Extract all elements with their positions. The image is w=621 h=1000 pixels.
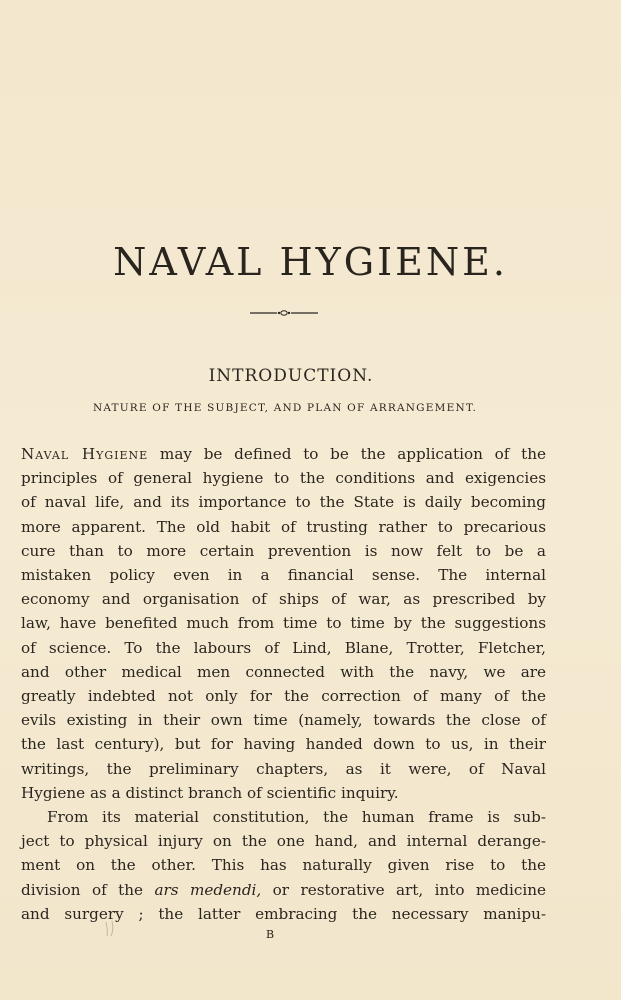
text-line: greatly indebted not only for the correction of many of the bbox=[21, 687, 546, 706]
text-line: and other medical men connected with the navy, we are bbox=[21, 662, 546, 681]
text-line: and surgery ; the latter embracing the necessary manipu- bbox=[21, 904, 546, 923]
line-post: or restorative art, into medicine bbox=[272, 880, 546, 899]
text-line: Hygiene as a distinct branch of scientific inquiry. bbox=[21, 783, 399, 802]
text-line: ject to physical injury on the one hand, and internal derange- bbox=[21, 832, 546, 851]
text-line: principles of general hygiene to the conditions and exigencies bbox=[21, 469, 546, 488]
text-line: of naval life, and its importance to the State is daily becoming bbox=[21, 493, 546, 512]
lead-smallcaps: Naval Hygiene bbox=[21, 445, 149, 463]
text-line: mistaken policy even in a financial sense. The internal bbox=[21, 566, 546, 585]
line-rest: may be defined to be the application of the bbox=[159, 445, 546, 463]
text-line: law, have benefited much from time to time by the suggestions bbox=[21, 614, 546, 633]
text-line: cure than to more certain prevention is now felt to be a bbox=[21, 541, 546, 560]
ornament-divider bbox=[250, 306, 318, 320]
line-pre: division of the bbox=[21, 880, 144, 899]
subheading: NATURE OF THE SUBJECT, AND PLAN OF ARRANGEMENT. bbox=[92, 402, 478, 414]
text-line: From its material constitution, the human frame is sub- bbox=[47, 808, 546, 827]
text-line: evils existing in their own time (namely, towards the close of bbox=[21, 711, 546, 730]
text-line: of science. To the labours of Lind, Blane, Trotter, Fletcher, bbox=[21, 638, 546, 657]
text-line: ment on the other. This has naturally given rise to the bbox=[21, 856, 546, 875]
signature-mark: B bbox=[266, 928, 276, 941]
text-line: the last century), but for having handed down to us, in their bbox=[21, 735, 546, 754]
text-line: more apparent. The old habit of trusting rather to precarious bbox=[21, 517, 546, 536]
ink-mark bbox=[102, 918, 122, 938]
text-line bbox=[21, 878, 546, 902]
section-heading: INTRODUCTION. bbox=[208, 366, 374, 386]
text-line: writings, the preliminary chapters, as it were, of Naval bbox=[21, 759, 546, 778]
text-line: economy and organisation of ships of war, as prescribed by bbox=[21, 590, 546, 609]
page-title: NAVAL HYGIENE. bbox=[113, 240, 508, 284]
latin-phrase: ars medendi, bbox=[154, 880, 262, 899]
text-line bbox=[21, 442, 546, 466]
body-text bbox=[21, 442, 546, 926]
